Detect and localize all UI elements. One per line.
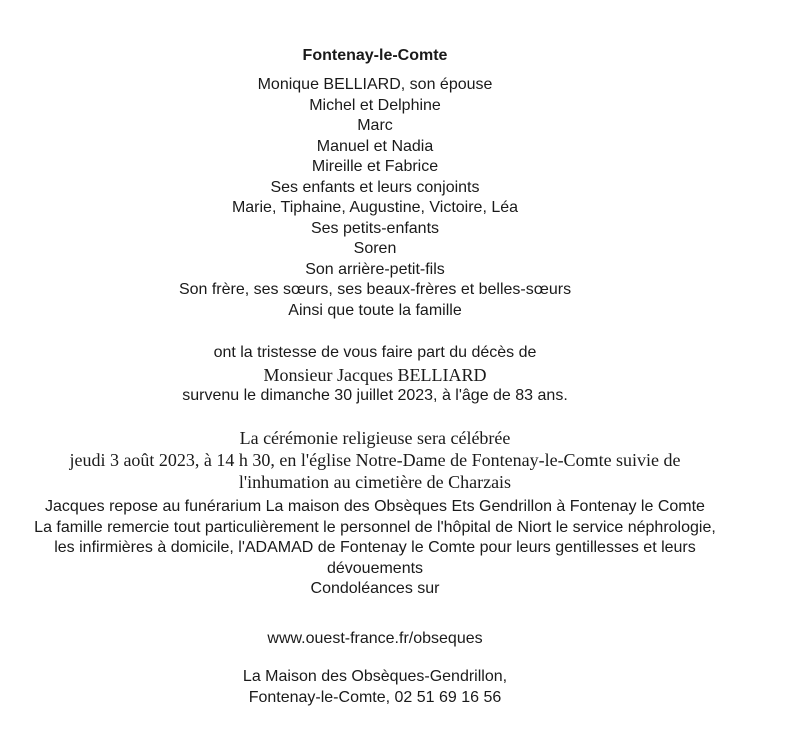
- notice-details: [0, 497, 750, 600]
- family-line: Michel et Delphine: [309, 96, 441, 114]
- ceremony-line: La cérémonie religieuse sera célébrée: [239, 428, 511, 448]
- family-line: Manuel et Nadia: [316, 137, 434, 155]
- thanks-line: La famille remercie tout particulièrement le personnel de l'hôpital de Niort le service néphrologie,: [34, 518, 716, 536]
- family-line: Mireille et Fabrice: [311, 158, 439, 175]
- family-line: Son arrière-petit-fils: [305, 260, 445, 278]
- family-line: Monique BELLIARD, son épouse: [257, 76, 493, 93]
- website-url: www.ouest-france.fr/obseques: [267, 630, 483, 647]
- funeral-home-contact: [0, 667, 750, 708]
- family-line: Ses petits-enfants: [310, 219, 440, 237]
- funeral-home-name: La Maison des Obsèques-Gendrillon,: [242, 668, 508, 685]
- thanks-line: dévouements: [326, 559, 424, 577]
- thanks-line: les infirmières à domicile, l'ADAMAD de Fontenay le Comte pour leurs gentillesses et leurs: [54, 539, 696, 556]
- death-info: survenu le dimanche 30 juillet 2023, à l'âge de 83 ans.: [182, 386, 568, 404]
- notice-location-title: Fontenay-le-Comte: [302, 47, 448, 64]
- rest-location: Jacques repose au funérarium La maison des Obsèques Ets Gendrillon à Fontenay le Comte: [45, 498, 705, 515]
- condolences-website: [0, 629, 750, 650]
- announcement-intro: ont la tristesse de vous faire part du décès de: [213, 344, 537, 361]
- family-line: Ainsi que toute la famille: [288, 301, 462, 319]
- deceased-name: Monsieur Jacques BELLIARD: [263, 364, 487, 385]
- family-list: [0, 75, 750, 321]
- condolences-label: Condoléances sur: [310, 580, 440, 597]
- family-line: Marc: [357, 117, 393, 134]
- death-announcement: [0, 343, 750, 406]
- family-line: Ses enfants et leurs conjoints: [270, 178, 480, 196]
- family-line: Marie, Tiphaine, Augustine, Victoire, Léa: [231, 199, 519, 216]
- ceremony-info: [0, 427, 750, 493]
- family-line: Son frère, ses sœurs, ses beaux-frères et belles-sœurs: [178, 281, 572, 298]
- family-line: Soren: [353, 240, 397, 257]
- ceremony-line: l'inhumation au cimetière de Charzais: [238, 472, 512, 492]
- funeral-home-contact-line: Fontenay-le-Comte, 02 51 69 16 56: [248, 688, 502, 706]
- ceremony-line: jeudi 3 août 2023, à 14 h 30, en l'église Notre-Dame de Fontenay-le-Comte suivie de: [69, 450, 681, 470]
